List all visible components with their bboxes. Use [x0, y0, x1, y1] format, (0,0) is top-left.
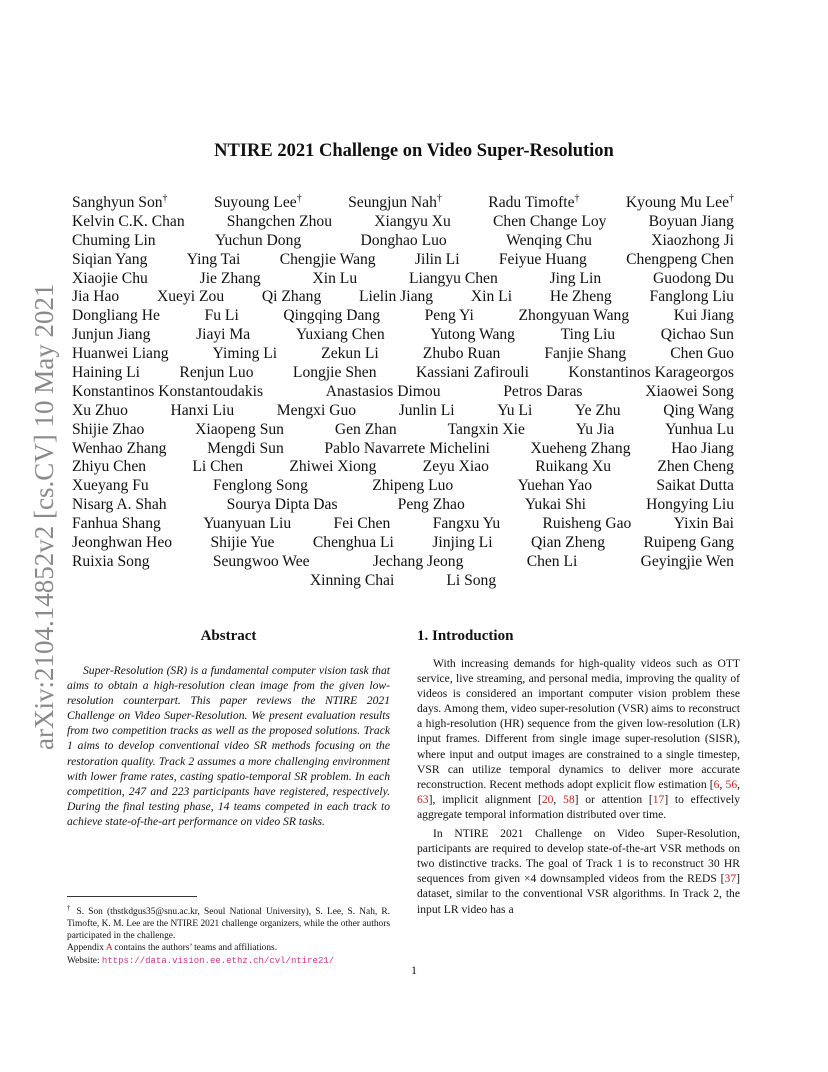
author-name: Yukai Shi — [524, 496, 586, 514]
dagger-mark: † — [162, 192, 168, 204]
author-name: Hongying Liu — [646, 496, 734, 514]
intro-text-span: , — [719, 777, 726, 791]
introduction-paragraph-1 — [417, 656, 740, 822]
author-row — [72, 572, 734, 591]
author-name: Konstantinos Karageorgos — [568, 364, 734, 382]
author-name: Zhipeng Luo — [372, 477, 454, 495]
intro-text-span: In NTIRE 2021 Challenge on Video Super-Resolution, participants are required to develop state-of-the-art VSR methods on two distinctive tracks. The goal of Track 1 is to reconstruct 30 HR sequences from given ×4 downsampled videos from the REDS [ — [417, 827, 740, 886]
author-name: Fenglong Song — [213, 477, 308, 495]
author-name: Xueyi Zou — [156, 288, 225, 306]
author-name: Ruixia Song — [72, 552, 150, 570]
author-name: Junjun Jiang — [72, 326, 151, 344]
author-name: Renjun Luo — [179, 364, 254, 382]
author-name: Gen Zhan — [334, 420, 397, 438]
author-name: Shangchen Zhou — [226, 212, 333, 230]
arxiv-identifier-text: arXiv:2104.14852v2 [cs.CV] 10 May 2021 — [29, 283, 59, 750]
citation-link[interactable]: 6 — [713, 777, 720, 791]
author-name: Xin Li — [470, 288, 513, 306]
author-name: Ye Zhu — [574, 401, 621, 419]
dagger-mark: † — [436, 192, 442, 204]
author-name: Li Song — [446, 571, 497, 589]
author-name: Wenqing Chu — [506, 231, 592, 249]
intro-text-span: ] or attention [ — [574, 792, 653, 806]
author-name: Fanglong Liu — [649, 288, 734, 306]
author-name — [214, 194, 302, 213]
author-name: Xueyang Fu — [72, 477, 149, 495]
author-name: Qingqing Dang — [283, 307, 380, 325]
author-name: Donghao Luo — [360, 231, 447, 249]
author-row — [72, 553, 734, 572]
author-name: Xiaojie Chu — [72, 269, 148, 287]
author-name: Anastasios Dimou — [325, 382, 441, 400]
author-name: Zhongyuan Wang — [518, 307, 630, 325]
author-name: Boyuan Jiang — [648, 212, 734, 230]
author-row — [72, 307, 734, 326]
author-row — [72, 270, 734, 289]
author-name-text: Kyoung Mu Lee — [625, 194, 729, 211]
author-name: Kelvin C.K. Chan — [72, 212, 185, 230]
author-list — [72, 194, 734, 591]
author-name: He Zheng — [549, 288, 612, 306]
author-name: Lielin Jiang — [359, 288, 434, 306]
author-name: Yu Jia — [575, 420, 615, 438]
citation-link[interactable]: 63 — [417, 792, 429, 806]
website-url-link[interactable]: https://data.vision.ee.ethz.ch/cvl/ntire21/ — [101, 955, 335, 966]
author-row — [72, 421, 734, 440]
author-name: Konstantinos Konstantoudakis — [72, 382, 264, 400]
author-name: Chengjie Wang — [279, 250, 376, 268]
introduction-paragraph-2 — [417, 826, 740, 917]
author-name: Nisarg A. Shah — [72, 496, 167, 514]
author-name: Ruikang Xu — [535, 458, 612, 476]
author-name: Jia Hao — [72, 288, 120, 306]
author-name: Mengdi Sun — [207, 439, 284, 457]
author-row — [72, 232, 734, 251]
footnote-text: Appendix — [67, 943, 106, 954]
author-name: Ting Liu — [560, 326, 616, 344]
author-name: Jie Zhang — [199, 269, 261, 287]
author-row — [72, 402, 734, 421]
author-name: Seungwoo Wee — [212, 552, 310, 570]
abstract-text: Super-Resolution (SR) is a fundamental computer vision task that aims to obtain a high-resolution clean image from the given low-resolution counterpart. This paper reviews the NTIRE 2021 Challenge on Video Super-Resolution. We present evaluation results from two competition tracks as well as the proposed solutions. Track 1 aims to develop conventional video SR methods focusing on the restoration quality. Track 2 assumes a more challenging environment with lower frame rates, casting spatio-temporal SR problem. In each competition, 247 and 223 participants have registered, respectively. During the final testing phase, 14 teams competed in each track to achieve state-of-the-art performance on video SR tasks. — [67, 664, 390, 828]
author-row — [72, 194, 734, 213]
author-name: Peng Yi — [424, 307, 474, 325]
author-name: Jing Lin — [549, 269, 602, 287]
author-name: Geyingjie Wen — [640, 552, 734, 570]
author-row — [72, 383, 734, 402]
author-name: Guodong Du — [652, 269, 734, 287]
dagger-mark: † — [729, 192, 734, 204]
author-name — [626, 194, 734, 213]
author-name: Fanjie Shang — [544, 345, 627, 363]
website-label: Website: — [67, 955, 102, 966]
author-name: Yuxiang Chen — [295, 326, 385, 344]
page-number: 1 — [411, 963, 417, 977]
dagger-mark: † — [296, 192, 302, 204]
abstract-heading: Abstract — [200, 628, 257, 644]
author-name: Jeonghwan Heo — [72, 534, 173, 552]
paper-title: NTIRE 2021 Challenge on Video Super-Resolution — [214, 141, 614, 161]
dagger-mark: † — [574, 192, 580, 204]
author-name: Chenghua Li — [312, 534, 394, 552]
author-name: Xu Zhuo — [72, 401, 128, 419]
author-name: Mengxi Guo — [276, 401, 357, 419]
author-row — [72, 213, 734, 232]
author-row — [72, 534, 734, 553]
author-name: Fu Li — [204, 307, 239, 325]
author-name — [488, 194, 579, 213]
author-name: Xueheng Zhang — [530, 439, 631, 457]
author-name: Qi Zhang — [261, 288, 322, 306]
author-name: Fei Chen — [333, 515, 391, 533]
author-name: Jinjing Li — [432, 534, 493, 552]
author-name — [348, 194, 442, 213]
dagger-mark: † — [67, 904, 73, 912]
footnote-appendix — [67, 942, 390, 954]
citation-link[interactable]: 20 — [541, 792, 554, 806]
author-name: Chen Change Loy — [493, 212, 607, 230]
author-name: Chengpeng Chen — [626, 250, 734, 268]
footnotes — [67, 902, 390, 967]
author-name: Hanxi Liu — [170, 401, 235, 419]
author-row — [72, 496, 734, 515]
author-row — [72, 440, 734, 459]
author-name: Yuchun Dong — [214, 231, 302, 249]
author-name: Shijie Yue — [210, 534, 275, 552]
author-name: Chen Guo — [670, 345, 734, 363]
citation-link[interactable]: 56 — [725, 777, 738, 791]
author-row — [72, 515, 734, 534]
author-name-text: Sanghyun Son — [72, 194, 163, 211]
author-name: Kassiani Zafirouli — [415, 364, 529, 382]
arxiv-identifier-stamp — [9, 280, 69, 760]
author-name: Kui Jiang — [673, 307, 734, 325]
author-row — [72, 364, 734, 383]
author-name: Zeyu Xiao — [422, 458, 489, 476]
author-name: Ying Tai — [186, 250, 241, 268]
intro-text-span: With increasing demands for high-quality videos such as OTT service, live streaming, and personal media, improving the quality of videos is considered an important computer vision problem these days. Among them, video super-resolution (VSR) aims to reconstruct a high-resolution (HR) sequence from the given low-resolution (LR) input frames. Different from single image super-resolution (SISR), where input and output images are constrained to a single timestep, VSR can utilize temporal dynamics to deliver more accurate reconstruction. Recent methods adopt explicit flow estimation [ — [417, 657, 740, 791]
author-name: Fangxu Yu — [432, 515, 501, 533]
author-row — [72, 288, 734, 307]
intro-text-span: ] dataset, similar to the conventional VSR algorithms. In Track 2, the input LR video has a — [417, 872, 740, 916]
author-name: Zhen Cheng — [657, 458, 734, 476]
author-name-text: Radu Timofte — [488, 194, 575, 211]
introduction-heading: 1. Introduction — [417, 628, 514, 644]
author-name: Xiaopeng Sun — [195, 420, 284, 438]
appendix-link[interactable]: A — [105, 943, 113, 954]
author-name: Junlin Li — [398, 401, 455, 419]
author-name: Qichao Sun — [660, 326, 734, 344]
author-name: Pablo Navarrete Michelini — [324, 439, 490, 457]
author-name: Peng Zhao — [397, 496, 465, 514]
author-name: Jilin Li — [414, 250, 460, 268]
author-name: Haining Li — [72, 364, 140, 382]
author-name: Feiyue Huang — [498, 250, 587, 268]
author-name: Chen Li — [526, 552, 578, 570]
footnote-text: contains the authors’ teams and affiliations. — [112, 943, 278, 954]
author-row — [72, 251, 734, 270]
author-name: Ruipeng Gang — [643, 534, 734, 552]
author-name: Yiming Li — [212, 345, 278, 363]
author-name: Shijie Zhao — [72, 420, 145, 438]
author-name — [72, 194, 168, 213]
author-name: Yutong Wang — [430, 326, 515, 344]
author-name: Zekun Li — [321, 345, 379, 363]
author-name: Jechang Jeong — [372, 552, 464, 570]
author-name: Hao Jiang — [671, 439, 734, 457]
author-name: Yuanyuan Liu — [203, 515, 292, 533]
author-name: Ruisheng Gao — [542, 515, 632, 533]
citation-link[interactable]: 58 — [563, 792, 575, 806]
intro-text-span: , — [553, 792, 564, 806]
author-name-text: Suyoung Lee — [213, 194, 297, 211]
introduction-body — [417, 656, 740, 921]
author-name: Xiangyu Xu — [374, 212, 451, 230]
author-name: Longjie Shen — [292, 364, 377, 382]
author-name: Yixin Bai — [673, 515, 734, 533]
author-name: Fanhua Shang — [72, 515, 161, 533]
author-name: Wenhao Zhang — [72, 439, 167, 457]
intro-text-span: , — [737, 777, 741, 791]
author-name: Siqian Yang — [72, 250, 148, 268]
author-row — [72, 458, 734, 477]
author-name: Zhiyu Chen — [72, 458, 147, 476]
author-name: Xiaowei Song — [645, 382, 734, 400]
author-row — [72, 326, 734, 345]
author-name: Chuming Lin — [72, 231, 156, 249]
intro-text-span: ] to effectively aggregate temporal information distributed over time. — [417, 792, 740, 821]
footnote-text: S. Son (thstkdgus35@snu.ac.kr, Seoul National University), S. Lee, S. Nah, R. Timofte, K. M. Lee are the NTIRE 2021 challenge organizers, while the other authors participated in the challenge. — [67, 907, 390, 942]
author-name: Huanwei Liang — [72, 345, 169, 363]
author-name: Petros Daras — [503, 382, 583, 400]
author-name-text: Seungjun Nah — [348, 194, 437, 211]
author-name: Xin Lu — [312, 269, 358, 287]
footnote-organizers — [67, 902, 390, 942]
author-name: Dongliang He — [72, 307, 160, 325]
author-name: Li Chen — [192, 458, 244, 476]
author-name: Yu Li — [497, 401, 533, 419]
author-name: Yuehan Yao — [517, 477, 593, 495]
author-name: Xinning Chai — [309, 571, 395, 589]
author-name: Tangxin Xie — [447, 420, 525, 438]
author-name: Liangyu Chen — [408, 269, 498, 287]
author-row — [72, 477, 734, 496]
author-name: Xiaozhong Ji — [651, 231, 734, 249]
footnote-divider — [67, 896, 197, 897]
citation-link[interactable]: 17 — [652, 792, 665, 806]
author-name: Qing Wang — [663, 401, 734, 419]
author-name: Sourya Dipta Das — [226, 496, 338, 514]
intro-text-span: ], implicit alignment [ — [428, 792, 542, 806]
citation-link[interactable]: 37 — [724, 872, 737, 886]
author-name: Qian Zheng — [530, 534, 606, 552]
author-name: Zhiwei Xiong — [289, 458, 377, 476]
author-name: Jiayi Ma — [196, 326, 251, 344]
author-row — [72, 345, 734, 364]
author-name: Saikat Dutta — [656, 477, 734, 495]
author-name: Zhubo Ruan — [422, 345, 501, 363]
author-name: Yunhua Lu — [665, 420, 734, 438]
